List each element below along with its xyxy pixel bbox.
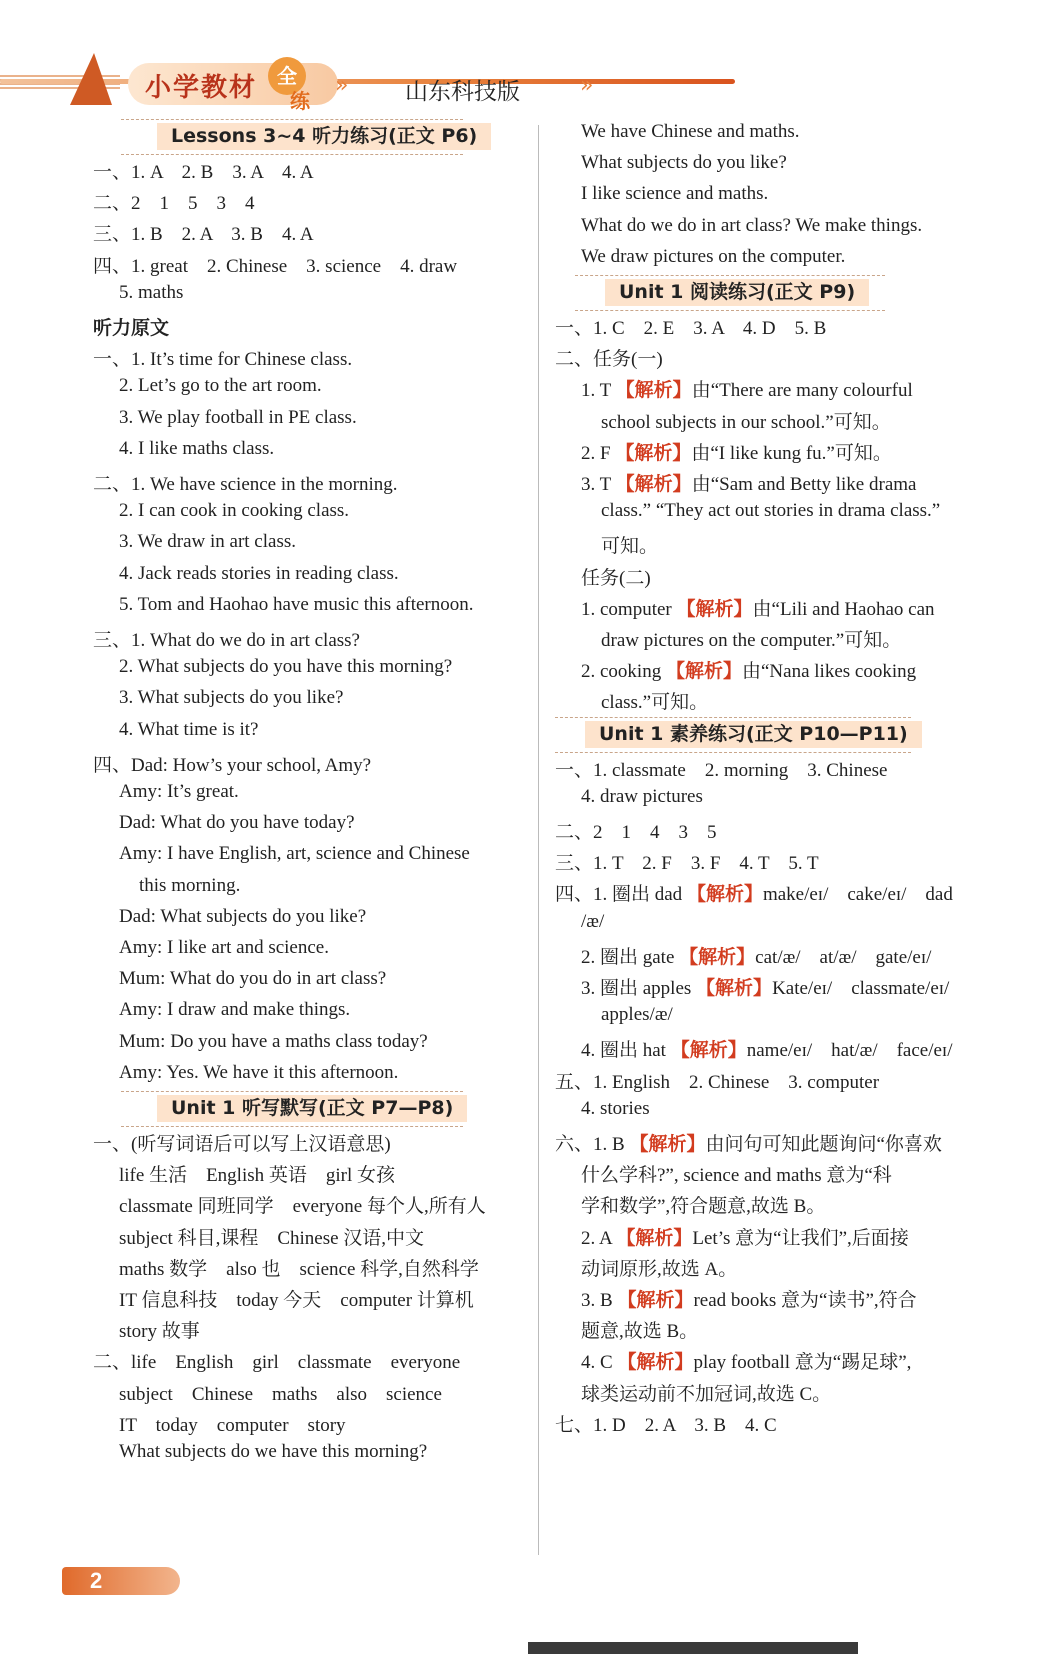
analysis-tag: 【解析】 <box>617 1351 694 1374</box>
answer-line: We have Chinese and maths. <box>581 121 800 142</box>
analysis-tag: 【解析】 <box>696 977 773 999</box>
sailboat-icon <box>70 53 112 105</box>
answer-line <box>581 375 913 402</box>
analysis-text: 由“Nana likes cooking <box>741 661 917 683</box>
answer-line: Amy: Yes. We have it this afternoon. <box>119 1061 399 1083</box>
answer-line: 一、1. A 2. B 3. A 4. A <box>93 162 314 183</box>
answer-line: IT today computer story <box>119 1414 346 1436</box>
analysis-text: Let’s 意为“让我们”,后面接 <box>692 1227 909 1249</box>
answer-line: draw pictures on the computer.”可知。 <box>601 630 902 651</box>
chevron-right-icon: » <box>580 73 594 98</box>
answer-line: Amy: I like art and science. <box>119 937 329 958</box>
answer-line <box>581 1285 917 1312</box>
answer-line: apples/æ/ <box>601 1004 673 1026</box>
answer-line: 任务(二) <box>581 567 651 589</box>
series-badge: 全 <box>268 57 306 95</box>
answer-line <box>581 1035 953 1062</box>
answer-line: 4. stories <box>581 1097 650 1119</box>
analysis-tag: 【解析】 <box>616 1226 693 1249</box>
answer-line: 一、1. classmate 2. morning 3. Chinese <box>555 759 888 781</box>
analysis-text: name/eɪ/ hat/æ/ face/eɪ/ <box>746 1040 953 1062</box>
answer-line: Amy: I have English, art, science and Chinese <box>119 843 470 865</box>
analysis-text: 由“There are many colourful <box>691 380 913 402</box>
analysis-text: 由“Lili and Haohao can <box>752 598 935 620</box>
answer-line <box>555 1129 942 1156</box>
answer-line: 5. maths <box>119 281 184 303</box>
section-heading: 听力原文 <box>93 317 170 339</box>
page-number: 2 <box>90 1568 103 1593</box>
answer-line: Dad: What subjects do you like? <box>119 905 367 927</box>
answer-line: 3. What subjects do you like? <box>119 687 344 709</box>
analysis-text: make/eɪ/ cake/eɪ/ dad <box>762 884 953 906</box>
series-title: 小学教材 <box>145 73 258 103</box>
answer-line: class.”可知。 <box>601 692 709 714</box>
answer-line <box>581 942 931 969</box>
answer-text: 2. F <box>581 442 616 464</box>
answer-line: 球类运动前不加冠词,故选 C。 <box>581 1383 832 1405</box>
answer-line: What subjects do you like? <box>581 152 787 174</box>
answer-line: school subjects in our school.”可知。 <box>601 411 891 433</box>
analysis-text: 由“I like kung fu.”可知。 <box>691 442 892 464</box>
answer-line <box>581 973 949 1000</box>
answer-line: 可知。 <box>601 536 659 558</box>
analysis-tag: 【解析】 <box>676 597 753 620</box>
answer-line: 学和数学”,符合题意,故选 B。 <box>581 1196 826 1218</box>
answer-line <box>581 1223 909 1250</box>
answer-line: 三、1. What do we do in art class? <box>93 630 360 651</box>
answer-line: 七、1. D 2. A 3. B 4. C <box>555 1414 777 1436</box>
answer-line: 三、1. B 2. A 3. B 4. A <box>93 224 314 246</box>
answer-line <box>581 656 916 683</box>
answer-text: 四、1. 圈出 dad <box>555 884 687 906</box>
answer-line: life 生活 English 英语 girl 女孩 <box>119 1165 396 1187</box>
analysis-tag: 【解析】 <box>665 660 742 683</box>
answer-line: 4. I like maths class. <box>119 437 275 459</box>
answer-line: 动词原形,故选 A。 <box>581 1258 738 1280</box>
answer-text: 3. 圈出 apples <box>581 978 697 999</box>
answer-line: 四、Dad: How’s your school, Amy? <box>93 754 372 776</box>
answer-text: 1. T <box>581 380 616 402</box>
answer-line: 五、1. English 2. Chinese 3. computer <box>555 1071 880 1093</box>
answer-line: 2. I can cook in cooking class. <box>119 500 350 522</box>
answer-line <box>581 438 892 465</box>
answer-line <box>581 469 916 496</box>
answer-line: 3. We draw in art class. <box>119 531 296 553</box>
answer-text: 2. cooking <box>581 661 666 683</box>
answer-line: /æ/ <box>581 910 605 932</box>
analysis-text: read books 意为“读书”,符合 <box>693 1290 917 1311</box>
answer-line: 2. Let’s go to the art room. <box>119 375 322 397</box>
bottom-edge-shadow <box>528 1642 858 1654</box>
answer-line: IT 信息科技 today 今天 computer 计算机 <box>119 1290 474 1311</box>
answer-text: 4. C <box>581 1352 618 1374</box>
answer-line: 二、2 1 5 3 4 <box>93 193 255 215</box>
answer-line <box>555 879 953 906</box>
column-divider <box>538 125 539 1555</box>
series-tail: 练 <box>290 89 310 113</box>
answer-text: 4. 圈出 hat <box>581 1040 671 1062</box>
answer-line: 5. Tom and Haohao have music this afternoon. <box>119 593 474 615</box>
analysis-text: cat/æ/ at/æ/ gate/eɪ/ <box>755 946 932 968</box>
analysis-tag: 【解析】 <box>615 473 692 495</box>
analysis-tag: 【解析】 <box>615 379 692 402</box>
answer-line: maths 数学 also 也 science 科学,自然科学 <box>119 1258 479 1280</box>
section-title-text: Unit 1 听写默写(正文 P7—P8) <box>157 1095 467 1122</box>
answer-line: 二、任务(一) <box>555 349 663 371</box>
analysis-tag: 【解析】 <box>670 1039 747 1062</box>
answer-text: 2. A <box>581 1227 617 1249</box>
answer-line: classmate 同班同学 everyone 每个人,所有人 <box>119 1196 486 1218</box>
answer-line: 一、(听写词语后可以写上汉语意思) <box>93 1134 391 1155</box>
analysis-text: 由问句可知此题询问“你喜欢 <box>705 1134 942 1155</box>
analysis-tag: 【解析】 <box>629 1133 706 1155</box>
publisher-label: 山东科技版 <box>405 79 520 105</box>
answer-line: 3. We play football in PE class. <box>119 406 357 428</box>
page-header <box>0 45 740 115</box>
answer-line: 二、2 1 4 3 5 <box>555 822 717 843</box>
answer-line: Amy: I draw and make things. <box>119 999 351 1021</box>
answer-line: subject 科目,课程 Chinese 汉语,中文 <box>119 1227 425 1249</box>
chevron-right-icon: » <box>335 73 349 98</box>
answer-line: Amy: It’s great. <box>119 781 239 802</box>
analysis-text: Kate/eɪ/ classmate/eɪ/ <box>772 978 950 999</box>
answer-text: 3. B <box>581 1290 618 1311</box>
answer-line: this morning. <box>139 874 241 896</box>
analysis-tag: 【解析】 <box>679 945 756 968</box>
answer-line: 一、1. C 2. E 3. A 4. D 5. B <box>555 318 827 339</box>
answer-line: 题意,故选 B。 <box>581 1321 699 1343</box>
answer-text: 2. 圈出 gate <box>581 946 680 968</box>
page-number-badge <box>62 1567 180 1595</box>
answer-line: 一、1. It’s time for Chinese class. <box>93 349 353 371</box>
answer-line: I like science and maths. <box>581 183 769 205</box>
answer-line <box>581 594 935 621</box>
answer-line <box>581 1347 911 1374</box>
analysis-tag: 【解析】 <box>617 1289 694 1311</box>
answer-line: subject Chinese maths also science <box>119 1383 442 1405</box>
answer-line: What subjects do we have this morning? <box>119 1441 428 1462</box>
answer-text: 六、1. B <box>555 1134 630 1155</box>
answer-line: 什么学科?”, science and maths 意为“科 <box>581 1165 892 1187</box>
answer-line: 四、1. great 2. Chinese 3. science 4. draw <box>93 255 458 277</box>
section-title <box>121 1091 463 1127</box>
answer-line: 4. draw pictures <box>581 785 703 807</box>
section-title <box>121 119 478 155</box>
section-title-text: Unit 1 素养练习(正文 P10—P11) <box>585 721 922 748</box>
section-title <box>555 717 911 753</box>
answer-line: Mum: What do you do in art class? <box>119 968 387 990</box>
answer-text: 1. computer <box>581 598 677 620</box>
section-title <box>575 275 885 311</box>
answer-text: 3. T <box>581 474 616 495</box>
answer-line: class.” “They act out stories in drama class.” <box>601 500 941 522</box>
answer-line: 二、1. We have science in the morning. <box>93 474 398 495</box>
answer-line: 4. Jack reads stories in reading class. <box>119 562 399 584</box>
answer-line: 三、1. T 2. F 3. F 4. T 5. T <box>555 853 819 875</box>
analysis-text: play football 意为“踢足球”, <box>693 1352 912 1374</box>
answer-line: 2. What subjects do you have this morning? <box>119 656 453 678</box>
answer-line: Dad: What do you have today? <box>119 812 355 834</box>
section-title-text: Unit 1 阅读练习(正文 P9) <box>605 279 869 306</box>
analysis-tag: 【解析】 <box>686 883 763 906</box>
answer-line: 4. What time is it? <box>119 718 259 740</box>
analysis-tag: 【解析】 <box>615 441 692 464</box>
section-title-text: Lessons 3~4 听力练习(正文 P6) <box>157 123 491 150</box>
answer-line: story 故事 <box>119 1321 200 1343</box>
answer-line: We draw pictures on the computer. <box>581 245 846 267</box>
analysis-text: 由“Sam and Betty like drama <box>691 474 917 495</box>
answer-line: Mum: Do you have a maths class today? <box>119 1030 428 1052</box>
answer-line: What do we do in art class? We make things. <box>581 214 923 236</box>
answer-line: 二、life English girl classmate everyone <box>93 1352 461 1374</box>
